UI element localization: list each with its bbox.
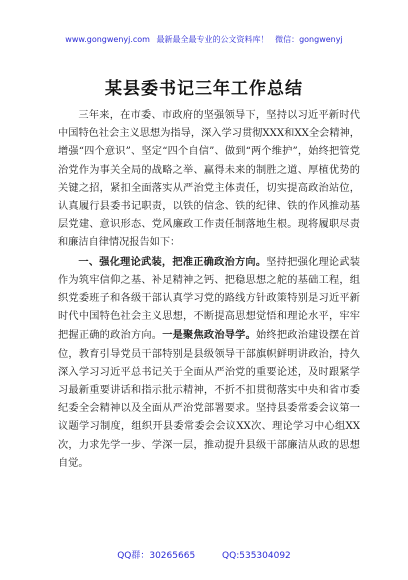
section-1-paragraph xyxy=(58,253,360,473)
document-title: 某县委书记三年工作总结 xyxy=(105,79,303,99)
site-link[interactable]: www.gongwenyj.com xyxy=(65,35,150,44)
section-1-subheading: 一是聚焦政治导学。 xyxy=(162,329,257,342)
section-1-text-continued: 始终把政治建设摆在首位，教育引导党员干部特别是县级领导干部旗帜鲜明讲政治，持久深入学习习近平总书记关于全面从严治党的重要论述，及时跟紧学习最新重要讲话和指示批示精神，不折不扣贯彻落实中央和省市委纪委全会精神以及全面从严治党部署要求。坚持县委常委会议第一议题学习制度，组织开县委常委会会议XX次、理论学习中心组XX次，力求先学一步、学深一层，推动提升县级干部廉洁从政的思想自觉。 xyxy=(58,330,360,469)
qq-contact: QQ:535304092 xyxy=(222,551,291,561)
section-1-text: 坚持把强化理论武装作为筑牢信仰之基、补足精神之钙、把稳思想之舵的基础工程，组织党委班子和各级干部认真学习党的路线方针政策特别是习近平新时代中国特色社会主义思想，不断提高思想觉悟和理论水平，牢牢把握正确的政治方向。 xyxy=(58,256,360,342)
document-body xyxy=(58,107,360,473)
page-footer xyxy=(0,548,408,561)
section-1-heading: 一、强化理论武装，把准正确政治方向。 xyxy=(78,255,267,268)
site-tagline: 最新最全最专业的公文资料库！ xyxy=(156,35,269,44)
qq-group: QQ群：30265665 xyxy=(117,551,196,561)
wechat-id: 微信：gongwenyj xyxy=(275,35,343,44)
intro-paragraph: 三年来，在市委、市政府的坚强领导下，坚持以习近平新时代中国特色社会主义思想为指导，深入学习贯彻XXX和XX全会精神，增强“四个意识”、坚定“四个自信”、做到“两个维护”，始终把管党治党作为事关全局的战略之举、赢得未来的制胜之道、厚植优势的关键之招，紧扣全面落实从严治党主体责任，切实提高政治站位，认真履行县委书记职责，以铁的信念、铁的纪律、铁的作风推动基层党建、意识形态、党风廉政工作责任制落地生根。现将履职尽责和廉洁自律情况报告如下： xyxy=(58,110,360,249)
page-header xyxy=(0,34,408,45)
